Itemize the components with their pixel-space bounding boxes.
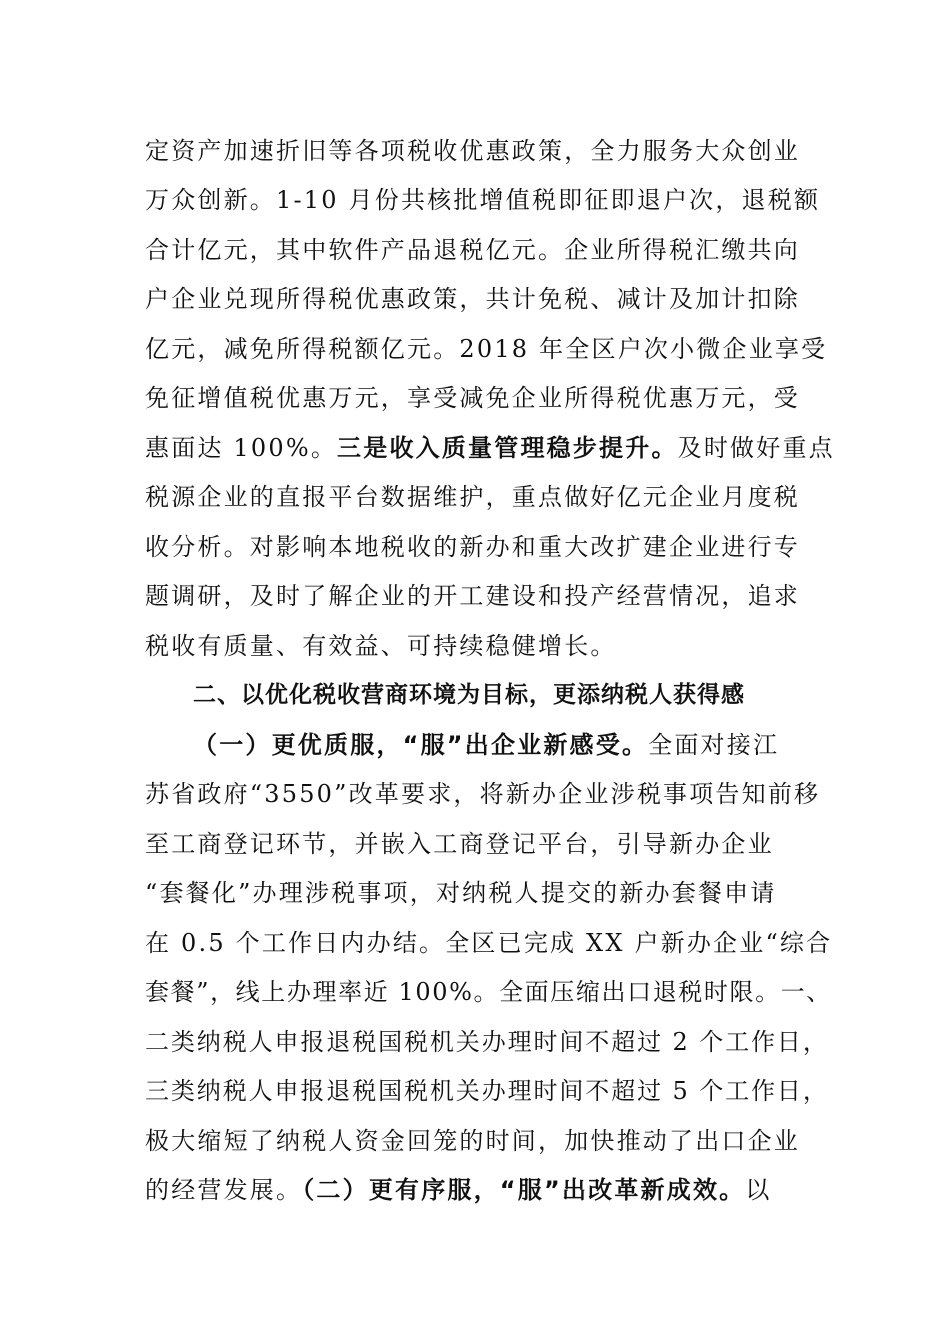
paragraph-line: 至工商登记环节，并嵌入工商登记平台，引导新办企业 — [145, 830, 774, 858]
paragraph-line: 户企业兑现所得税优惠政策，共计免税、减计及加计扣除 — [145, 285, 800, 313]
paragraph-line: 苏省政府“3550”改革要求，将新办企业涉税事项告知前移 — [145, 780, 821, 808]
bold-lead-text: （二）更有序服，“服”出改革新成效。 — [302, 1176, 746, 1204]
section-heading: 二、以优化税收营商环境为目标，更添纳税人获得感 — [193, 682, 745, 708]
paragraph-line: 二类纳税人申报退税国税机关办理时间不超过 2 个工作日， — [145, 1028, 829, 1056]
paragraph-line: 收分析。对影响本地税收的新办和重大改扩建企业进行专 — [145, 533, 800, 561]
paragraph-line: 税源企业的直报平台数据维护，重点做好亿元企业月度税 — [145, 483, 800, 511]
paragraph-line: 极大缩短了纳税人资金回笼的时间，加快推动了出口企业 — [145, 1127, 800, 1155]
bold-lead-text: （一）更优质服，“服”出企业新感受。 — [193, 731, 649, 759]
paragraph-line — [193, 729, 833, 761]
paragraph-line: 税收有质量、有效益、可持续稳健增长。 — [145, 632, 617, 660]
plain-text: 惠面达 100%。 — [145, 434, 338, 462]
paragraph-line: 亿元，减免所得税额亿元。2018 年全区户次小微企业享受 — [145, 335, 828, 363]
paragraph-line: 三类纳税人申报退税国税机关办理时间不超过 5 个工作日， — [145, 1077, 829, 1105]
plain-text: 及时做好重点 — [677, 434, 835, 462]
paragraph-line: 套餐”，线上办理率近 100%。全面压缩出口退税时限。一、 — [145, 978, 832, 1006]
paragraph-line: 免征增值税优惠万元，享受减免企业所得税优惠万元，受 — [145, 384, 800, 412]
paragraph-line: 在 0.5 个工作日内办结。全区已完成 XX 户新办企业“综合 — [145, 929, 833, 957]
paragraph-line: 定资产加速折旧等各项税收优惠政策，全力服务大众创业 — [145, 137, 800, 165]
paragraph-line: “套餐化”办理涉税事项，对纳税人提交的新办套餐申请 — [145, 879, 777, 907]
plain-text: 以 — [745, 1176, 772, 1204]
paragraph-line: 题调研，及时了解企业的开工建设和投产经营情况，追求 — [145, 582, 800, 610]
paragraph-line — [145, 1174, 835, 1206]
paragraph-line — [145, 432, 835, 464]
paragraph-line: 合计亿元，其中软件产品退税亿元。企业所得税汇缴共向 — [145, 236, 800, 264]
plain-text: 的经营发展。 — [145, 1176, 303, 1204]
plain-text: 全面对接江 — [648, 731, 780, 759]
bold-lead-text: 三是收入质量管理稳步提升。 — [337, 434, 678, 462]
paragraph-line: 万众创新。1-10 月份共核批增值税即征即退户次，退税额 — [145, 186, 821, 214]
